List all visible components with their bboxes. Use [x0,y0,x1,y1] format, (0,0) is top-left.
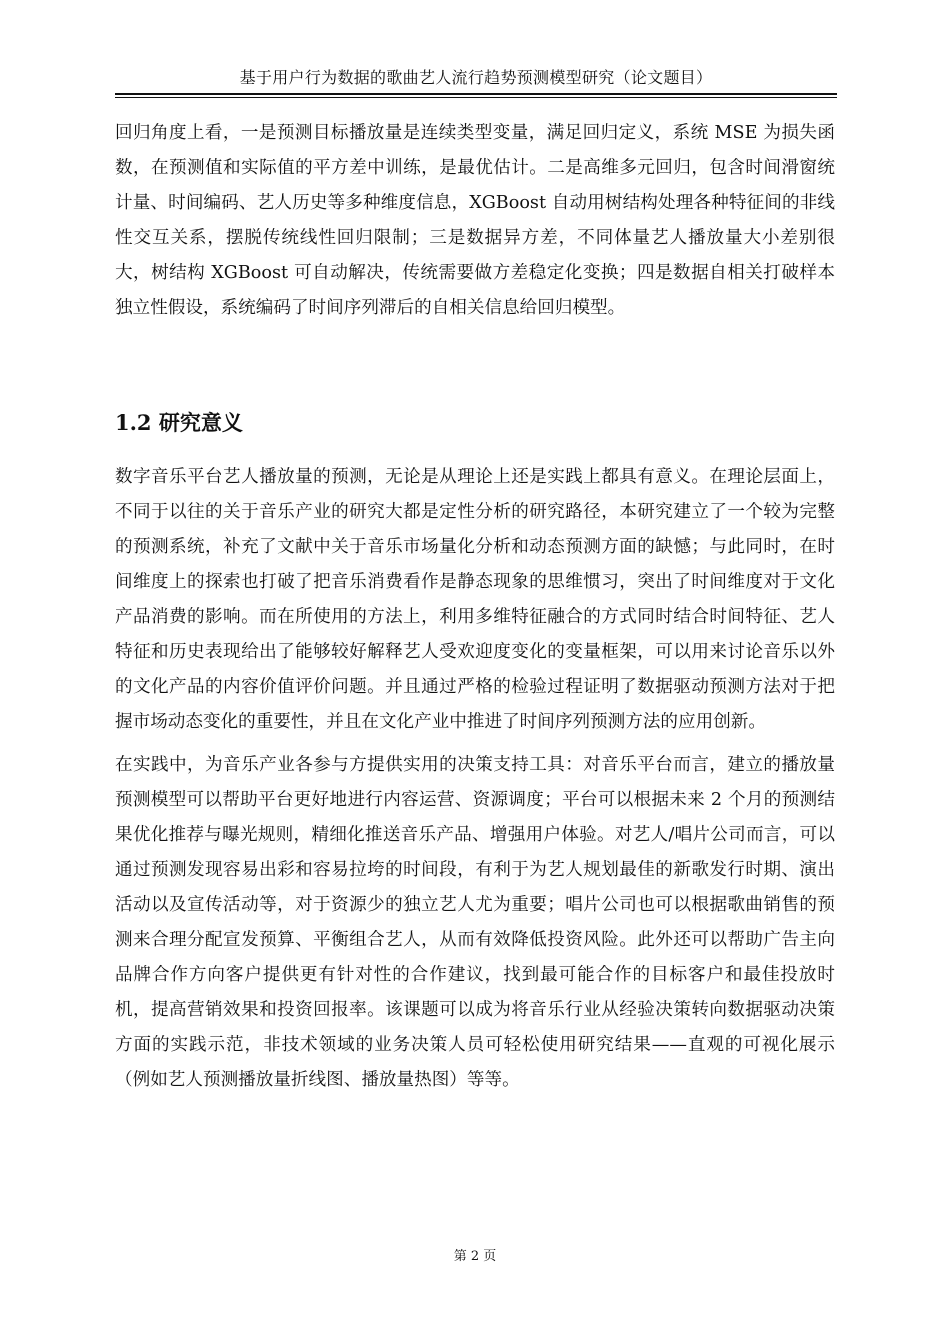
page-body [115,116,835,1098]
significance-practice-paragraph: 在实践中，为音乐产业各参与方提供实用的决策支持工具：对音乐平台而言，建立的播放量预测模型可以帮助平台更好地进行内容运营、资源调度；平台可以根据未来 2 个月的预测结果优化推荐与曝光规则，精细化推送音乐产品、增强用户体验。对艺人/唱片公司而言，可以通过预测发现容易出彩和容易拉垮的时间段，有利于为艺人规划最佳的新歌发行时期、演出活动以及宣传活动等，对于资源少的独立艺人尤为重要；唱片公司也可以根据歌曲销售的预测来合理分配宣发预算、平衡组合艺人，从而有效降低投资风险。此外还可以帮助广告主向品牌合作方向客户提供更有针对性的合作建议，找到最可能合作的目标客户和最佳投放时机，提高营销效果和投资回报率。该课题可以成为将音乐行业从经验决策转向数据驱动决策方面的实践示范，非技术领域的业务决策人员可轻松使用研究结果——直观的可视化展示（例如艺人预测播放量折线图、播放量热图）等等。 [115,755,835,1090]
header-rule-secondary [115,97,837,98]
running-header-title: 基于用户行为数据的歌曲艺人流行趋势预测模型研究（论文题目） [239,68,713,87]
intro-paragraph: 回归角度上看，一是预测目标播放量是连续类型变量，满足回归定义，系统 MSE 为损失函数，在预测值和实际值的平方差中训练，是最优估计。二是高维多元回归，包含时间滑窗统计量、时间编码、艺人历史等多种维度信息，XGBoost 自动用树结构处理各种特征间的非线性交互关系，摆脱传统线性回归限制；三是数据异方差，不同体量艺人播放量大小差别很大，树结构 XGBoost 可自动解决，传统需要做方差稳定化变换；四是数据自相关打破样本独立性假设，系统编码了时间序列滞后的自相关信息给回归模型。 [115,123,835,318]
section-heading: 1.2 研究意义 [115,410,243,435]
significance-theory-paragraph: 数字音乐平台艺人播放量的预测，无论是从理论上还是实践上都具有意义。在理论层面上，不同于以往的关于音乐产业的研究大都是定性分析的研究路径，本研究建立了一个较为完整的预测系统，补充了文献中关于音乐市场量化分析和动态预测方面的缺憾；与此同时，在时间维度上的探索也打破了把音乐消费看作是静态现象的思维惯习，突出了时间维度对于文化产品消费的影响。而在所使用的方法上，利用多维特征融合的方式同时结合时间特征、艺人特征和历史表现给出了能够较好解释艺人受欢迎度变化的变量框架，可以用来讨论音乐以外的文化产品的内容价值评价问题。并且通过严格的检验过程证明了数据驱动预测方法对于把握市场动态变化的重要性，并且在文化产业中推进了时间序列预测方法的应用创新。 [115,467,835,732]
page-number: 第 2 页 [453,1249,497,1264]
header-rule [115,93,837,95]
